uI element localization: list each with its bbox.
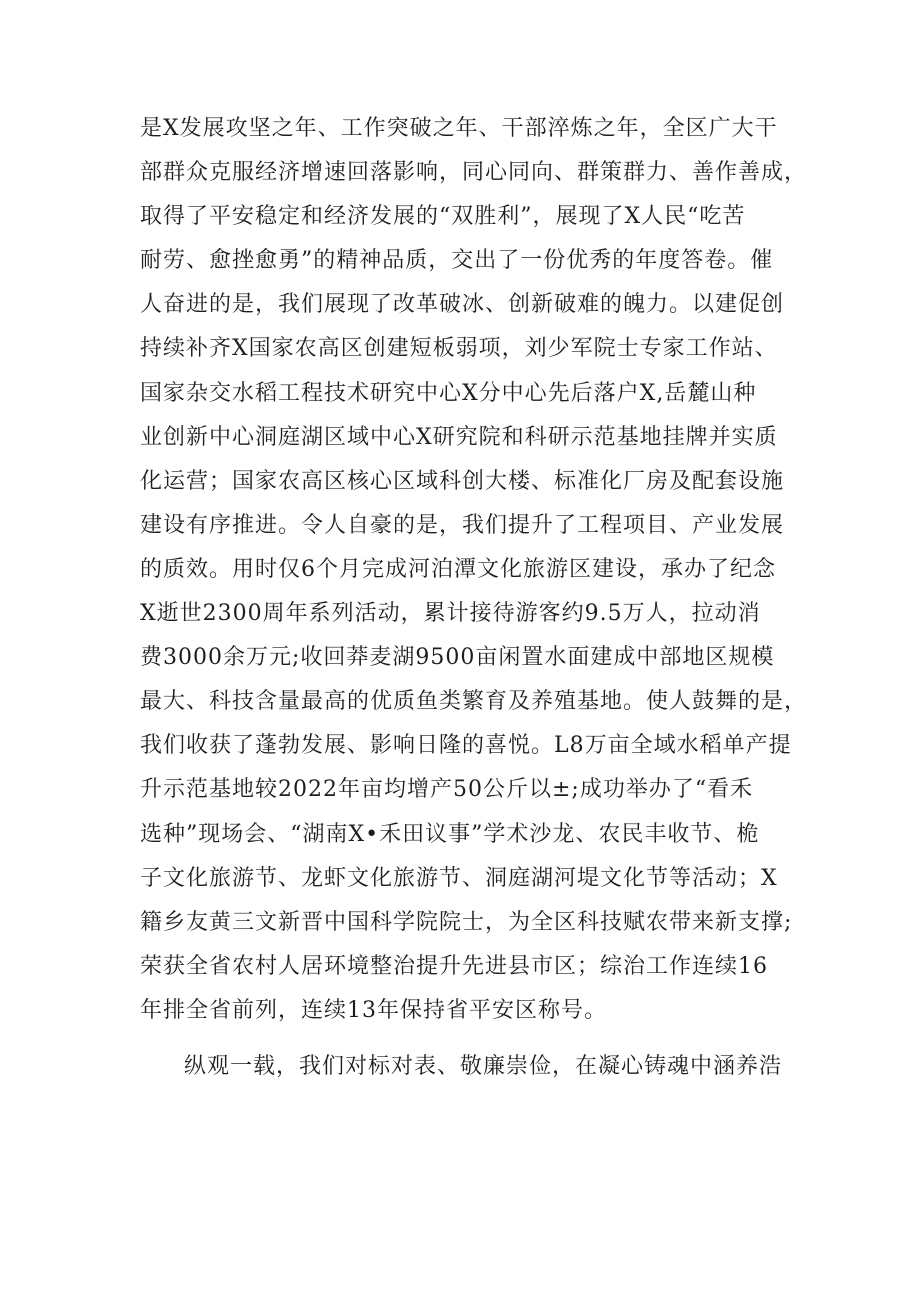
- paragraph-2: [140, 1045, 800, 1089]
- text-line: X逝世2300周年系列活动，累计接待游客约9.5万人，拉动消: [140, 601, 761, 627]
- text-line: 升示范基地较2022年亩均增产50公斤以±;成功举办了“看禾: [140, 777, 754, 803]
- text-line: 化运营；国家农高区核心区域科创大楼、标准化厂房及配套设施: [140, 468, 785, 494]
- text-line: 取得了平安稳定和经济发展的“双胜利”，展现了X人民“吃苦: [140, 204, 746, 230]
- text-line: 我们收获了蓬勃发展、影响日隆的喜悦。L8万亩全域水稻单产提: [140, 733, 792, 759]
- text-line: 子文化旅游节、龙虾文化旅游节、洞庭湖河堤文化节等活动；X: [140, 865, 778, 891]
- text-line: 年排全省前列，连续13年保持省平安区称号。: [140, 997, 607, 1023]
- text-line: 业创新中心洞庭湖区域中心X研究院和科研示范基地挂牌并实质: [140, 424, 778, 450]
- text-line: 籍乡友黄三文新晋中国科学院院士，为全区科技赋农带来新支撑;: [140, 909, 793, 935]
- text-line: 建设有序推进。令人自豪的是，我们提升了工程项目、产业发展: [140, 512, 785, 538]
- text-line: 选种”现场会、“湖南X•禾田议事”学术沙龙、农民丰收节、桅: [140, 821, 760, 847]
- paragraph-1: [140, 107, 808, 1033]
- text-line: 纵观一载，我们对标对表、敬廉崇俭，在凝心铸魂中涵养浩: [184, 1053, 783, 1079]
- text-line: 的质效。用时仅6个月完成河泊潭文化旅游区建设，承办了纪念: [140, 556, 776, 582]
- text-line: 是X发展攻坚之年、工作突破之年、干部淬炼之年，全区广大干: [140, 116, 778, 141]
- text-line: 费3000余万元;收回莽麦湖9500亩闲置水面建成中部地区规模: [140, 645, 775, 671]
- text-line: 持续补齐X国家农高区创建短板弱项，刘少军院士专家工作站、: [140, 336, 778, 362]
- text-line: 最大、科技含量最高的优质鱼类繁育及养殖基地。使人鼓舞的是，: [140, 689, 808, 715]
- text-line: 部群众克服经济增速回落影响，同心同向、群策群力、善作善成，: [140, 160, 808, 186]
- body-text: [140, 107, 808, 1089]
- paragraph-spacing: [140, 1033, 800, 1045]
- text-line: 耐劳、愈挫愈勇”的精神品质，交出了一份优秀的年度答卷。催: [140, 248, 774, 274]
- text-line: 人奋进的是，我们展现了改革破冰、创新破难的魄力。以建促创: [140, 292, 785, 318]
- text-line: 荣获全省农村人居环境整治提升先进县市区；综治工作连续16: [140, 953, 768, 979]
- text-line: 国家杂交水稻工程技术研究中心X分中心先后落户X,岳麓山种: [140, 380, 757, 406]
